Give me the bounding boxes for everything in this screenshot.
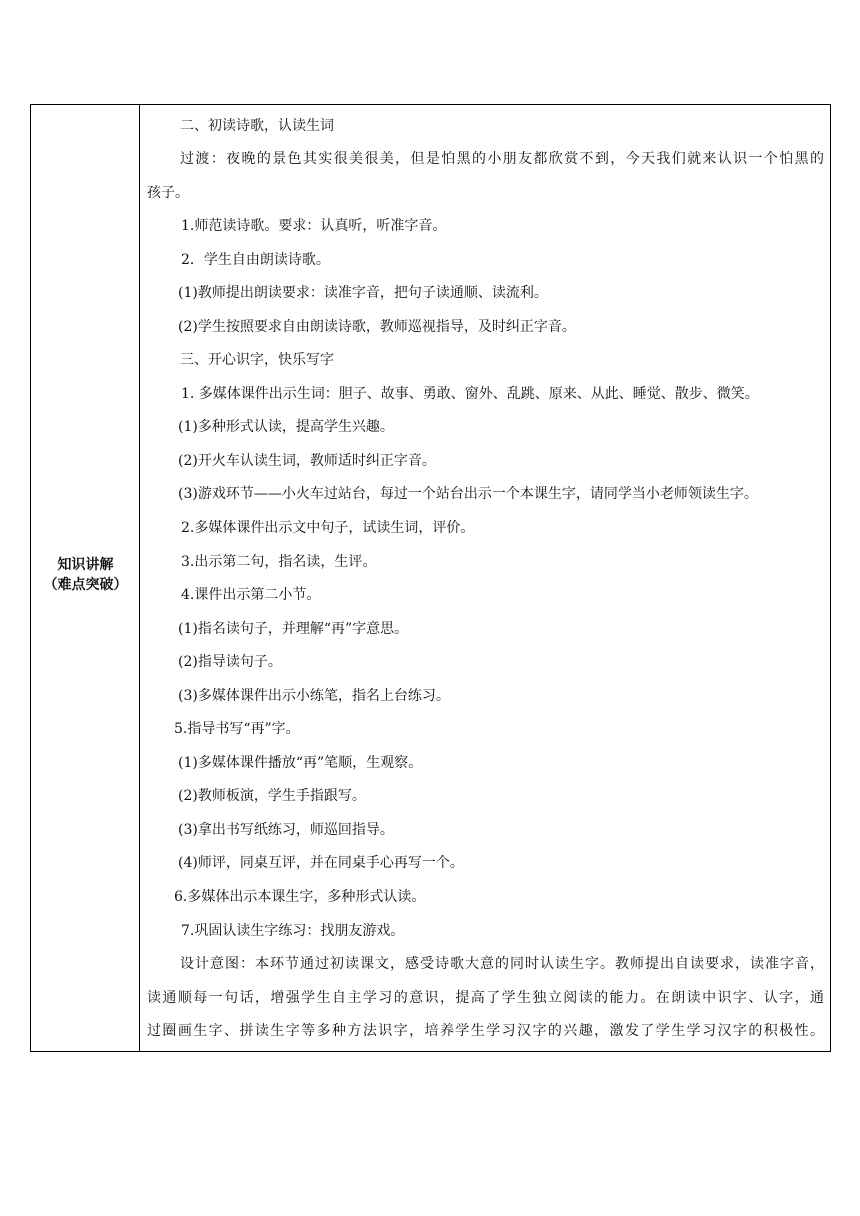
content-line: 7.巩固认读生字练习：找朋友游戏。 <box>181 923 405 939</box>
content-line: 二、初读诗歌，认读生词 <box>180 118 334 134</box>
content-cell <box>141 105 830 1051</box>
content-line: 3.出示第二句，指名读，生评。 <box>181 554 377 570</box>
content-line: 2．学生自由朗读诗歌。 <box>181 252 330 268</box>
section-label <box>31 555 140 595</box>
content-line: (2)教师板演，学生手指跟写。 <box>178 788 366 804</box>
section-label-title: 知识讲解 <box>57 557 114 573</box>
content-line: (2)指导读句子。 <box>178 654 282 670</box>
content-line: 读通顺每一句话，增强学生自主学习的意识，提高了学生独立阅读的能力。在朗读中识字、认字，通 <box>147 990 824 1006</box>
content-line: 6.多媒体出示本课生字，多种形式认读。 <box>174 889 426 905</box>
content-line: (1)多媒体课件播放“再”笔顺，生观察。 <box>178 755 423 771</box>
content-line: 1. 多媒体课件出示生词：胆子、故事、勇敢、窗外、乱跳、原来、从此、睡觉、散步、微笑。 <box>181 386 759 402</box>
content-line: (1)多种形式认读，提高学生兴趣。 <box>178 419 394 435</box>
lesson-table <box>30 104 831 1052</box>
content-line: 过渡：夜晚的景色其实很美很美，但是怕黑的小朋友都欣赏不到，今天我们就来认识一个怕黑的 <box>180 151 824 167</box>
section-label-cell <box>31 105 140 1051</box>
section-label-subtitle: （难点突破） <box>43 577 128 593</box>
content-line: 孩子。 <box>147 185 189 201</box>
content-line: 5.指导书写“再”字。 <box>174 721 300 737</box>
content-line: (3)拿出书写纸练习，师巡回指导。 <box>178 822 394 838</box>
content-line: 1.师范读诗歌。要求：认真听，听准字音。 <box>181 218 447 234</box>
content-line: 三、开心识字，快乐写字 <box>180 352 334 368</box>
content-line: 过圈画生字、拼读生字等多种方法识字，培养学生学习汉字的兴趣，激发了学生学习汉字的积极性。 <box>147 1023 824 1039</box>
content-line: 4.课件出示第二小节。 <box>181 587 321 603</box>
content-line: (4)师评，同桌互评，并在同桌手心再写一个。 <box>178 855 464 871</box>
content-line: 设计意图：本环节通过初读课文，感受诗歌大意的同时认读生字。教师提出自读要求，读准字音， <box>180 956 824 972</box>
content-line: (3)多媒体课件出示小练笔，指名上台练习。 <box>178 688 450 704</box>
content-line: 2.多媒体课件出示文中句子，试读生词，评价。 <box>181 520 475 536</box>
content-line: (3)游戏环节——小火车过站台，每过一个站台出示一个本课生字，请同学当小老师领读生字。 <box>178 486 758 502</box>
content-line: (1)指名读句子，并理解“再”字意思。 <box>178 621 409 637</box>
content-line: (1)教师提出朗读要求：读准字音，把句子读通顺、读流利。 <box>178 285 548 301</box>
content-line: (2)学生按照要求自由朗读诗歌，教师巡视指导，及时纠正字音。 <box>178 319 576 335</box>
content-line: (2)开火车认读生词，教师适时纠正字音。 <box>178 453 436 469</box>
